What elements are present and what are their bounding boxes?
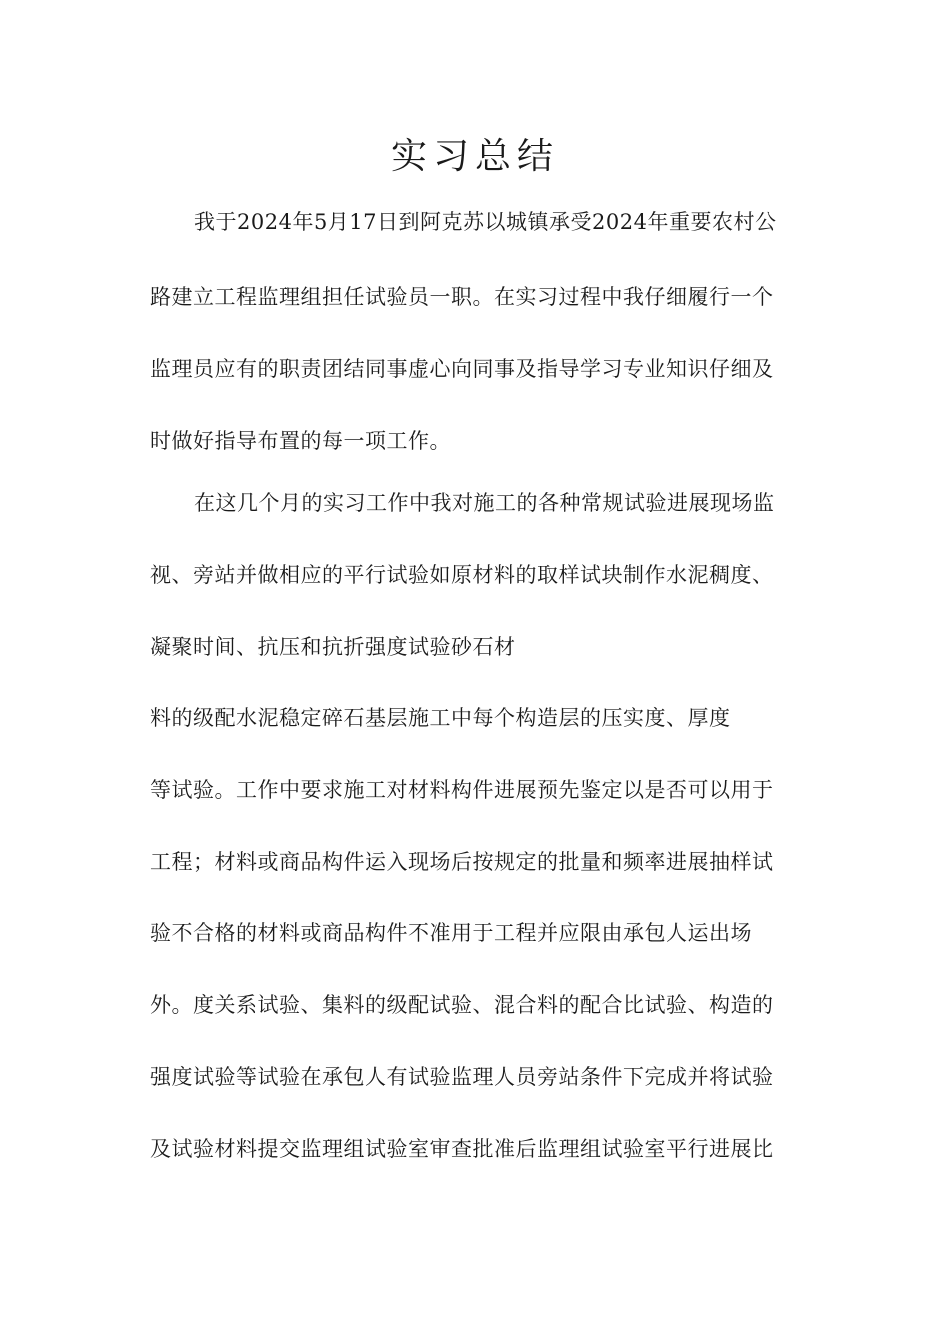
paragraph-line: 路建立工程监理组担任试验员一职。在实习过程中我仔细履行一个 bbox=[150, 285, 774, 309]
paragraph-line: 时做好指导布置的每一项工作。 bbox=[150, 429, 451, 453]
paragraph-line: 等试验。工作中要求施工对材料构件进展预先鉴定以是否可以用于 bbox=[150, 778, 774, 802]
paragraph-line: 视、旁站并做相应的平行试验如原材料的取样试块制作水泥稠度、 bbox=[150, 563, 774, 587]
paragraph-line: 料的级配水泥稳定碎石基层施工中每个构造层的压实度、厚度 bbox=[150, 706, 731, 730]
paragraph-line: 验不合格的材料或商品构件不准用于工程并应限由承包人运出场 bbox=[150, 921, 752, 945]
paragraph-line: 工程；材料或商品构件运入现场后按规定的批量和频率进展抽样试 bbox=[150, 850, 774, 874]
paragraph-line: 强度试验等试验在承包人有试验监理人员旁站条件下完成并将试验 bbox=[150, 1065, 774, 1089]
page-title: 实习总结 bbox=[390, 136, 559, 177]
paragraph-line: 监理员应有的职责团结同事虚心向同事及指导学习专业知识仔细及 bbox=[150, 357, 774, 381]
paragraph-line: 外。度关系试验、集料的级配试验、混合料的配合比试验、构造的 bbox=[150, 993, 774, 1017]
paragraph-line: 凝聚时间、抗压和抗折强度试验砂石材 bbox=[150, 635, 516, 659]
paragraph-line: 及试验材料提交监理组试验室审查批准后监理组试验室平行进展比 bbox=[150, 1137, 774, 1161]
paragraph-line: 在这几个月的实习工作中我对施工的各种常规试验进展现场监 bbox=[194, 491, 775, 515]
paragraph-line: 我于2024年5月17日到阿克苏以城镇承受2024年重要农村公 bbox=[194, 210, 777, 234]
